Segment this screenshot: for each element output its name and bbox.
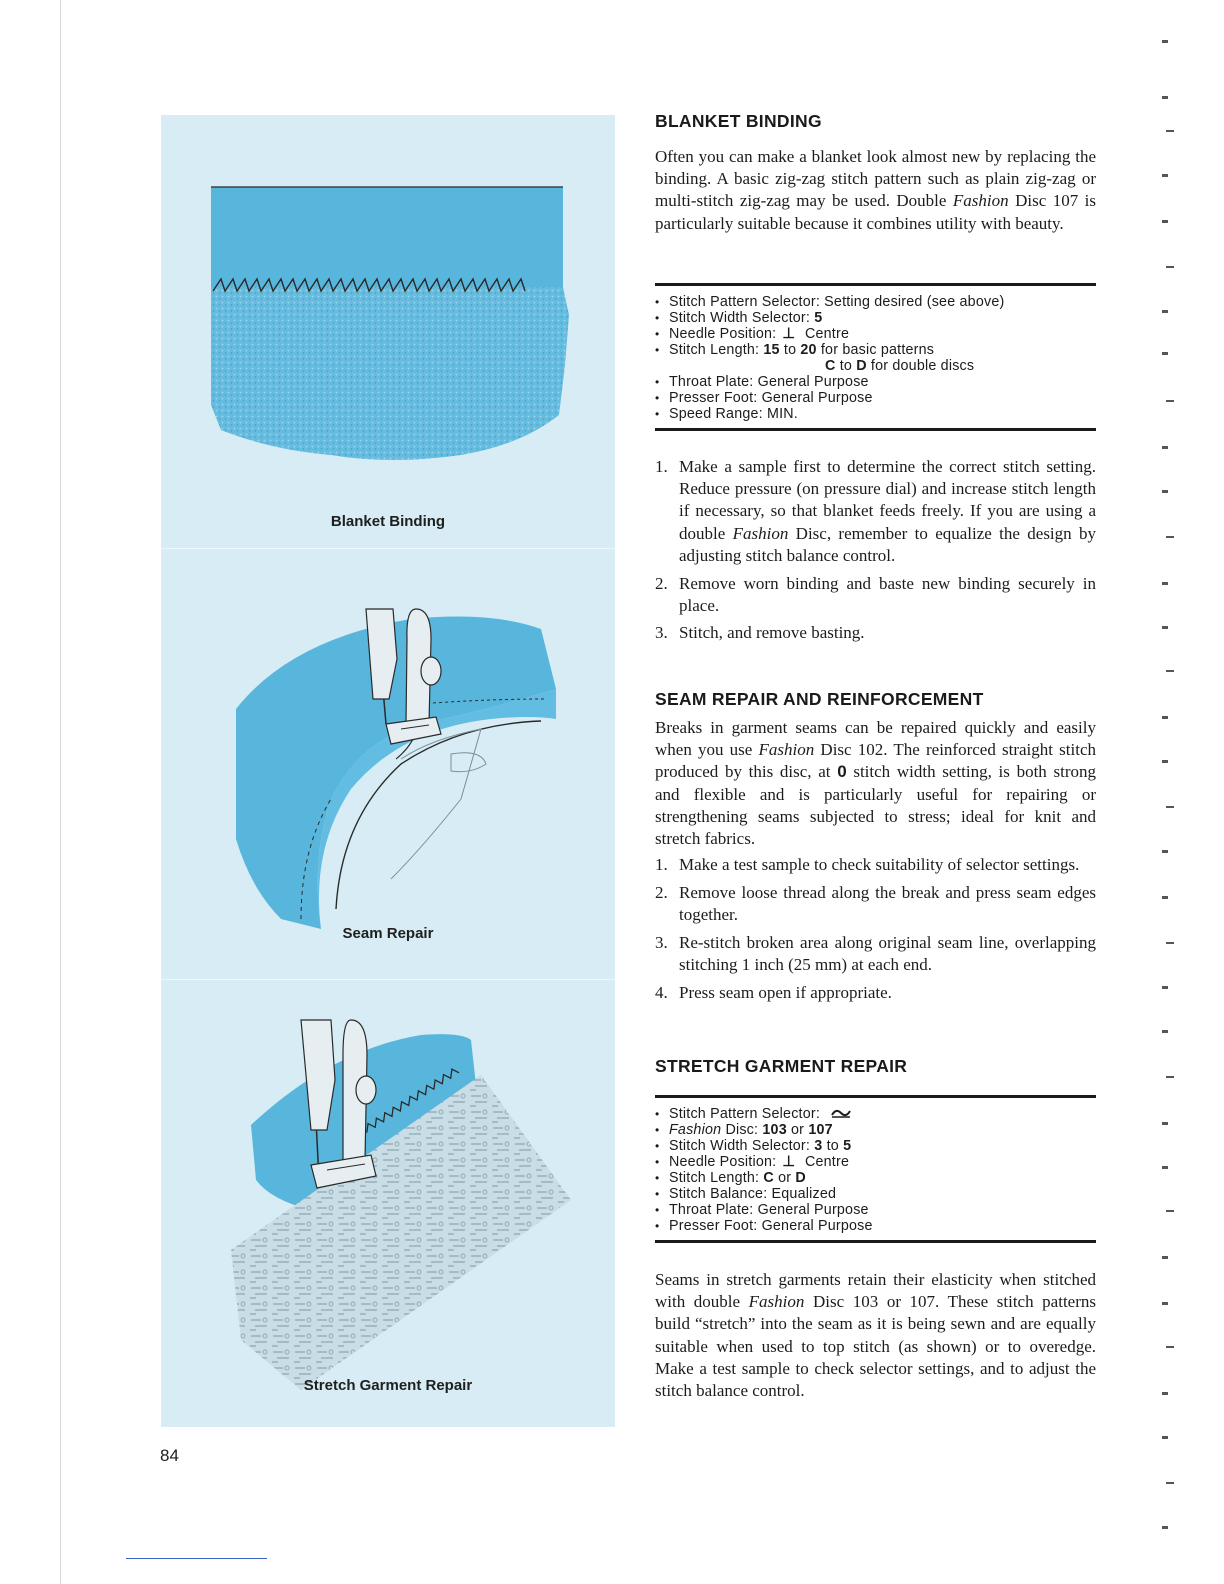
step-item: 1. Make a test sample to check suitability of selector settings. bbox=[655, 855, 1080, 875]
spec-foot: • Presser Foot: General Purpose bbox=[655, 390, 1096, 406]
step-item: 2. Remove worn binding and baste new binding securely in place. bbox=[655, 573, 1096, 615]
step-item: 4. Press seam open if appropriate. bbox=[655, 982, 892, 1002]
spec-length: • Stitch Length: C or D bbox=[655, 1170, 1096, 1186]
section-seam-repair bbox=[655, 689, 1096, 1009]
step-item: 3. Stitch, and remove basting. bbox=[655, 623, 865, 643]
step-item: 3. Re-stitch broken area along original seam line, overlapping stitching 1 inch (25 mm) at each end. bbox=[655, 932, 1096, 975]
heading-stretch-garment-repair: STRETCH GARMENT REPAIR bbox=[655, 1056, 908, 1076]
specs-blanket-binding bbox=[655, 283, 1096, 431]
needle-position-icon: ⊥ bbox=[782, 326, 795, 342]
heading-seam-repair: SEAM REPAIR AND REINFORCEMENT bbox=[655, 689, 984, 709]
spec-pattern: • Stitch Pattern Selector: bbox=[655, 1106, 1096, 1122]
needle-position-icon: ⊥ bbox=[782, 1154, 795, 1170]
stretch-garment-repair-illustration bbox=[161, 980, 615, 1400]
spec-width: • Stitch Width Selector: 3 to 5 bbox=[655, 1138, 1096, 1154]
spec-length-double: C to D for double discs bbox=[825, 358, 975, 374]
specs-stretch-garment-repair bbox=[655, 1095, 1096, 1243]
page-number: 84 bbox=[160, 1446, 179, 1465]
caption-blanket-binding: Blanket Binding bbox=[330, 513, 446, 530]
spec-needle: • Needle Position: ⊥ Centre bbox=[655, 1154, 1096, 1170]
spec-width: • Stitch Width Selector: 5 bbox=[655, 310, 1096, 326]
seam-intro: Breaks in garment seams can be repaired quickly and easily when you use Fashion Disc 102. The reinforced straight stitch produced by this disc, at 0 stitch width setting, is both strong and flexible and is particularly useful for repairing or strengthening seams subjected to stress; ideal for knit and stretch fabrics. bbox=[655, 718, 1097, 849]
step-item: 1. Make a sample first to determine the correct stitch setting. Reduce pressure (on pressure dial) and increase stitch length if necessary, so that blanket feeds freely. If you are using a double Fashion Disc, remember to equalize the design by adjusting stitch balance control. bbox=[655, 457, 1096, 565]
stretch-body bbox=[655, 1269, 1096, 1402]
figure-stretch-garment-repair bbox=[161, 980, 615, 1427]
blanket-intro: Often you can make a blanket look almost new by replacing the binding. A basic zig-zag stitch pattern such as plain zig-zag or multi-stitch zig-zag may be used. Double Fashion Disc 107 is particularly suitable because it combines utility with beauty. bbox=[655, 147, 1096, 233]
spec-throat: • Throat Plate: General Purpose bbox=[655, 1202, 1096, 1218]
stretch-paragraph: Seams in stretch garments retain their elasticity when stitched with double Fashion Disc 103 or 107. These stitch patterns build “stretch” into the seam as it is being sewn and are equally suitable when used to top stitch (as shown) or to overedge. Make a test sample to check selector settings, and to adjust the stitch balance control. bbox=[655, 1270, 1096, 1401]
spec-pattern: • Stitch Pattern Selector: Setting desired (see above) bbox=[655, 294, 1096, 310]
step-item: 2. Remove loose thread along the break and press seam edges together. bbox=[655, 882, 1096, 925]
steps-blanket-binding bbox=[655, 456, 1096, 650]
caption-seam-repair: Seam Repair bbox=[342, 925, 434, 942]
illustration-panel bbox=[161, 115, 615, 1427]
spec-length: • Stitch Length: 15 to 20 for basic patterns bbox=[655, 342, 1096, 358]
footer-rule bbox=[126, 1558, 267, 1559]
stretch-pattern-icon bbox=[830, 1107, 852, 1119]
blanket-binding-illustration bbox=[161, 115, 615, 495]
seam-repair-illustration bbox=[161, 549, 615, 944]
figure-seam-repair bbox=[161, 549, 615, 979]
spec-disc: • Fashion Disc: 103 or 107 bbox=[655, 1122, 1096, 1138]
spec-balance: • Stitch Balance: Equalized bbox=[655, 1186, 1096, 1202]
figure-blanket-binding bbox=[161, 115, 615, 548]
heading-blanket-binding: BLANKET BINDING bbox=[655, 111, 822, 131]
scan-edge-marks bbox=[1162, 30, 1176, 1570]
spec-needle: • Needle Position: ⊥ Centre bbox=[655, 326, 1096, 342]
spec-throat: • Throat Plate: General Purpose bbox=[655, 374, 1096, 390]
spec-foot: • Presser Foot: General Purpose bbox=[655, 1218, 1096, 1234]
page-gutter-line bbox=[60, 0, 61, 1584]
section-stretch-garment-repair bbox=[655, 1056, 1096, 1077]
caption-stretch-garment-repair: Stretch Garment Repair bbox=[303, 1377, 473, 1394]
section-blanket-binding bbox=[655, 111, 1096, 235]
spec-speed: • Speed Range: MIN. bbox=[655, 406, 1096, 422]
